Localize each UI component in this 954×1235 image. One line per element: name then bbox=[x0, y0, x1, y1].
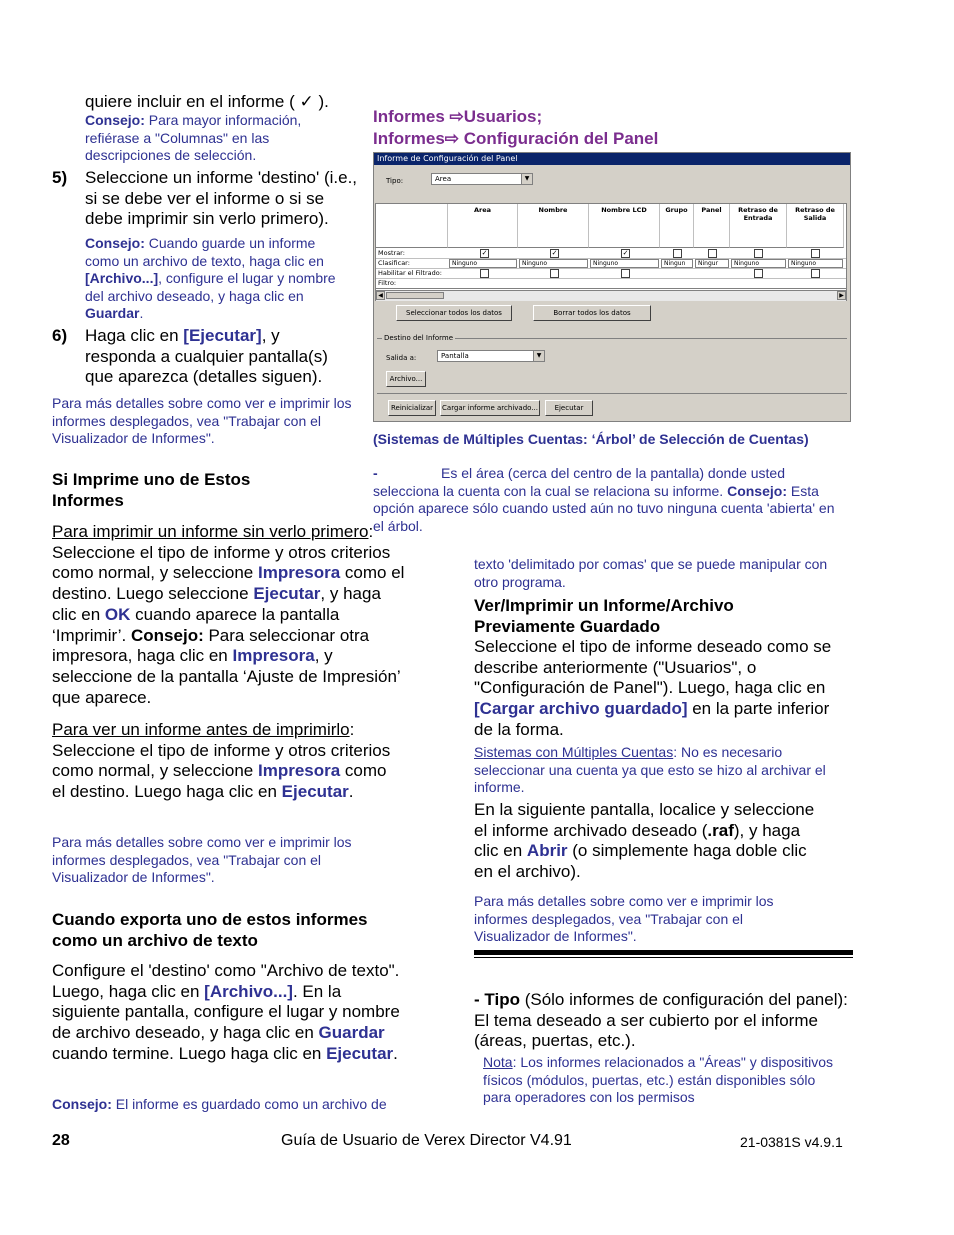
sort-select[interactable]: Ninguno bbox=[519, 259, 588, 268]
multi-account-heading: (Sistemas de Múltiples Cuentas: ‘Árbol’ de Selección de Cuentas) bbox=[373, 431, 809, 447]
step-6-c: , y responda a cualquier pantalla(s) que aparezca (detalles siguen). bbox=[85, 326, 328, 387]
p2-a: : Seleccione el tipo de informe y otros criterios como normal, y seleccione bbox=[52, 720, 391, 781]
p3-d: Guardar bbox=[318, 1023, 385, 1043]
step-6-text bbox=[85, 326, 345, 388]
p1-h: Consejo: bbox=[131, 625, 204, 645]
col-header: Grupo bbox=[660, 204, 694, 248]
sort-select[interactable]: Ninguno bbox=[731, 259, 786, 268]
show-checkbox[interactable] bbox=[754, 249, 763, 258]
more-details-3: Para más detalles sobre como ver e imprimir los informes desplegados, vea "Trabajar con el Visualizador de Informes". bbox=[474, 893, 774, 945]
para-export bbox=[52, 961, 412, 1065]
more-details-1: Para más detalles sobre como ver e imprimir los informes desplegados, vea "Trabajar con el Visualizador de Informes". bbox=[52, 395, 352, 447]
row-label: Clasificar: bbox=[378, 259, 410, 267]
tip-text: Para mayor información, refiérase a "Columnas" en las descripciones de selección. bbox=[85, 112, 302, 164]
continued-tip: texto 'delimitado por comas' que se puede manipular con otro programa. bbox=[474, 556, 828, 590]
run-ref: [Ejecutar] bbox=[183, 326, 262, 345]
p5-d: Abrir bbox=[526, 841, 568, 861]
tip-export-saved bbox=[52, 1096, 432, 1114]
more-details-2: Para más detalles sobre como ver e imprimir los informes desplegados, vea "Trabajar con el Visualizador de Informes". bbox=[52, 834, 352, 886]
show-checkbox[interactable]: ✓ bbox=[622, 249, 629, 257]
p4-c: en la parte inferior de la forma. bbox=[474, 699, 830, 739]
col-header: Area bbox=[448, 204, 518, 248]
p2-d: Ejecutar bbox=[281, 782, 349, 802]
horizontal-scrollbar[interactable] bbox=[376, 290, 846, 301]
p3-f: Ejecutar bbox=[326, 1043, 394, 1063]
p5-b: .raf bbox=[707, 820, 734, 840]
doc-code: 21-0381S v4.9.1 bbox=[740, 1134, 843, 1150]
tip-label: Consejo: bbox=[85, 235, 145, 251]
p3-a: Configure el 'destino' como "Archivo de texto". Luego, haga clic en bbox=[52, 961, 400, 1001]
p5-e: (o simplemente haga doble clic en el archivo). bbox=[474, 841, 807, 882]
multi2-a: : No es necesario seleccionar una cuenta ya que esto se hizo al archivar el informe. bbox=[474, 744, 826, 796]
section-rule bbox=[474, 950, 853, 955]
file-button[interactable]: Archivo... bbox=[386, 371, 426, 387]
filter-checkbox[interactable] bbox=[754, 269, 763, 278]
p1-b: Impresora bbox=[257, 563, 341, 583]
p2-e: . bbox=[348, 782, 354, 802]
dash: - bbox=[373, 465, 378, 481]
row-divider bbox=[376, 268, 846, 269]
footer-title: Guía de Usuario de Verex Director V4.91 bbox=[281, 1132, 572, 1149]
tip-text-d: Guardar bbox=[85, 305, 140, 322]
scroll-thumb[interactable] bbox=[386, 292, 444, 299]
tip-text-b: [Archivo...] bbox=[85, 270, 159, 287]
output-select[interactable] bbox=[437, 350, 545, 362]
p2-c: como el destino. Luego haga clic en bbox=[52, 761, 387, 802]
p3-e: cuando termine. Luego haga clic en bbox=[52, 1043, 327, 1063]
para-open-file bbox=[474, 800, 824, 883]
section-rule-thin bbox=[474, 957, 853, 958]
step-6-number: 6) bbox=[52, 326, 68, 345]
p5-a: En la siguiente pantalla, localice y seleccione el informe archivado deseado ( bbox=[474, 800, 815, 840]
p1-a: : Seleccione el tipo de informe y otros criterios como normal, y seleccione bbox=[52, 522, 391, 583]
p2-b: Impresora bbox=[257, 761, 341, 781]
output-label: Salida a: bbox=[386, 354, 417, 362]
show-checkbox[interactable]: ✓ bbox=[481, 249, 488, 257]
menu-path-panel-config: Informes⇨ Configuración del Panel bbox=[373, 129, 659, 148]
run-button[interactable]: Ejecutar bbox=[545, 400, 593, 416]
chevron-down-icon: ▼ bbox=[533, 351, 544, 361]
p3-g: . bbox=[393, 1043, 398, 1063]
p1-e: , y haga clic en bbox=[52, 584, 381, 624]
multi-account-text bbox=[373, 465, 843, 535]
sort-select[interactable]: Ninguno bbox=[590, 259, 659, 268]
page-number: 28 bbox=[52, 1132, 70, 1149]
p5-c: ), y haga clic en bbox=[474, 820, 801, 861]
intro-text: quiere incluir en el informe ( ✓ ). bbox=[85, 92, 329, 111]
bottom-divider bbox=[377, 393, 847, 394]
multi-c: Esta opción aparece sólo cuando usted aún no tuvo ninguna cuenta 'abierta' en el árbol. bbox=[373, 482, 835, 534]
heading-export: Cuando exporta uno de estos informes como un archivo de texto bbox=[52, 910, 368, 950]
tip-columns bbox=[85, 112, 335, 165]
select-all-button[interactable]: Seleccionar todos los datos bbox=[396, 305, 512, 321]
load-archived-button[interactable]: Cargar informe archivado... bbox=[440, 400, 540, 416]
output-value: Pantalla bbox=[441, 352, 469, 360]
heading-print: Si Imprime uno de Estos Informes bbox=[52, 470, 251, 510]
step-5-text: Seleccione un informe 'destino' (i.e., si se debe ver el informe o si se debe imprimir sin verlo primero). bbox=[85, 168, 358, 229]
reset-button[interactable]: Reinicializar bbox=[388, 400, 436, 416]
sort-select[interactable]: Ninguno bbox=[788, 259, 843, 268]
show-checkbox[interactable]: ✓ bbox=[551, 249, 558, 257]
multi2-u: Sistemas con Múltiples Cuentas bbox=[474, 744, 674, 760]
p1-c: como el destino. Luego seleccione bbox=[52, 563, 405, 604]
show-checkbox[interactable] bbox=[708, 249, 717, 258]
tipo-a: (Sólo informes de configuración del panel): El tema deseado a ser cubierto por el informe (áreas, puertas, etc.). bbox=[474, 990, 848, 1051]
para-print-without-view bbox=[52, 522, 407, 708]
grid-corner bbox=[376, 204, 448, 248]
p1-f: OK bbox=[104, 604, 131, 624]
tipo-dash: - bbox=[474, 990, 485, 1009]
row-label: Mostrar: bbox=[378, 249, 405, 257]
menu-path-users: Informes ⇨Usuarios; bbox=[373, 107, 543, 126]
scroll-right-icon[interactable]: ▶ bbox=[837, 291, 846, 300]
row-divider bbox=[376, 288, 846, 289]
row-divider bbox=[376, 278, 846, 279]
p1-g: cuando aparece la pantalla ‘Imprimir’. bbox=[52, 604, 340, 645]
tipo-b: Tipo bbox=[484, 990, 520, 1009]
col-header: Nombre LCD bbox=[589, 204, 660, 248]
type-select[interactable] bbox=[431, 173, 533, 185]
col-header: Panel bbox=[694, 204, 730, 248]
nota-a: : Los informes relacionados a "Áreas" y dispositivos físicos (módulos, puertas, etc.) están disponibles sólo para operadores con los permisos bbox=[483, 1054, 833, 1106]
heading-saved-report: Ver/Imprimir un Informe/Archivo Previamente Guardado bbox=[474, 596, 734, 636]
multi-a: Es el área (cerca del centro de la pantalla) donde usted selecciona la cuenta con la cual se relaciona su informe. bbox=[373, 465, 785, 499]
para-view-before-print bbox=[52, 720, 397, 803]
scroll-left-icon[interactable]: ◀ bbox=[376, 291, 385, 300]
show-checkbox[interactable] bbox=[673, 249, 682, 258]
nota-u: Nota bbox=[483, 1054, 513, 1070]
tip-text-a: Cuando guarde un informe como un archivo de texto, haga clic en bbox=[85, 235, 324, 269]
col-header: Retraso de Entrada bbox=[730, 204, 787, 248]
filter-checkbox[interactable] bbox=[550, 269, 559, 278]
sort-select[interactable]: Ninguno bbox=[449, 259, 517, 268]
multi-b: Consejo: bbox=[727, 482, 787, 499]
type-label: Tipo: bbox=[386, 177, 404, 185]
tip-label: Consejo: bbox=[52, 1096, 112, 1112]
tip-text-e: . bbox=[139, 305, 144, 322]
filter-checkbox[interactable] bbox=[621, 269, 630, 278]
row-label: Filtro: bbox=[378, 279, 397, 287]
sort-select[interactable]: Ningun bbox=[661, 259, 693, 268]
p2-u: Para ver un informe antes de imprimirlo bbox=[52, 720, 350, 739]
p1-k: , y seleccione de la pantalla ‘Ajuste de Impresión’ que aparece. bbox=[52, 646, 401, 707]
clear-all-button[interactable]: Borrar todos los datos bbox=[533, 305, 651, 321]
filter-checkbox[interactable] bbox=[811, 269, 820, 278]
p3-c: . En la siguiente pantalla, configure el lugar y nombre de archivo deseado, y haga clic en bbox=[52, 981, 400, 1043]
show-checkbox[interactable] bbox=[811, 249, 820, 258]
p4-b: [Cargar archivo guardado] bbox=[474, 699, 688, 719]
step-5-number: 5) bbox=[52, 168, 68, 187]
col-header: Nombre bbox=[518, 204, 589, 248]
tip-label: Consejo: bbox=[85, 112, 145, 128]
p1-d: Ejecutar bbox=[253, 584, 321, 604]
tip-text: El informe es guardado como un archivo de bbox=[111, 1096, 387, 1112]
p1-i: Para seleccionar otra impresora, haga clic en bbox=[52, 625, 370, 666]
sort-select[interactable]: Ningur bbox=[695, 259, 729, 268]
para-load-saved bbox=[474, 637, 834, 741]
window-title: Informe de Configuración del Panel bbox=[374, 153, 850, 165]
row-label: Habilitar el Filtrado: bbox=[378, 269, 442, 277]
filter-checkbox[interactable] bbox=[480, 269, 489, 278]
col-header: Retraso de Salida bbox=[787, 204, 844, 248]
column-grid bbox=[375, 203, 847, 301]
p4-a: Seleccione el tipo de informe deseado como se describe anteriormente ("Usuarios", o "Configuración de Panel"). Luego, haga clic en bbox=[474, 637, 832, 698]
note-areas bbox=[483, 1054, 833, 1107]
tip-text-c: , configure el lugar y nombre del archivo deseado, y haga clic en bbox=[85, 270, 336, 304]
step-6-a: Haga clic en bbox=[85, 326, 184, 345]
p1-u: Para imprimir un informe sin verlo primero bbox=[52, 522, 369, 541]
p3-b: [Archivo...] bbox=[204, 981, 293, 1001]
type-value: Area bbox=[435, 175, 452, 183]
para-tipo bbox=[474, 990, 852, 1052]
chevron-down-icon: ▼ bbox=[521, 174, 532, 184]
multi-account-note bbox=[474, 744, 849, 797]
p1-j: Impresora bbox=[232, 646, 315, 666]
tip-save-text bbox=[85, 235, 350, 323]
panel-config-report-screenshot bbox=[373, 152, 851, 422]
report-destination-group: Destino del Informe bbox=[384, 334, 454, 342]
